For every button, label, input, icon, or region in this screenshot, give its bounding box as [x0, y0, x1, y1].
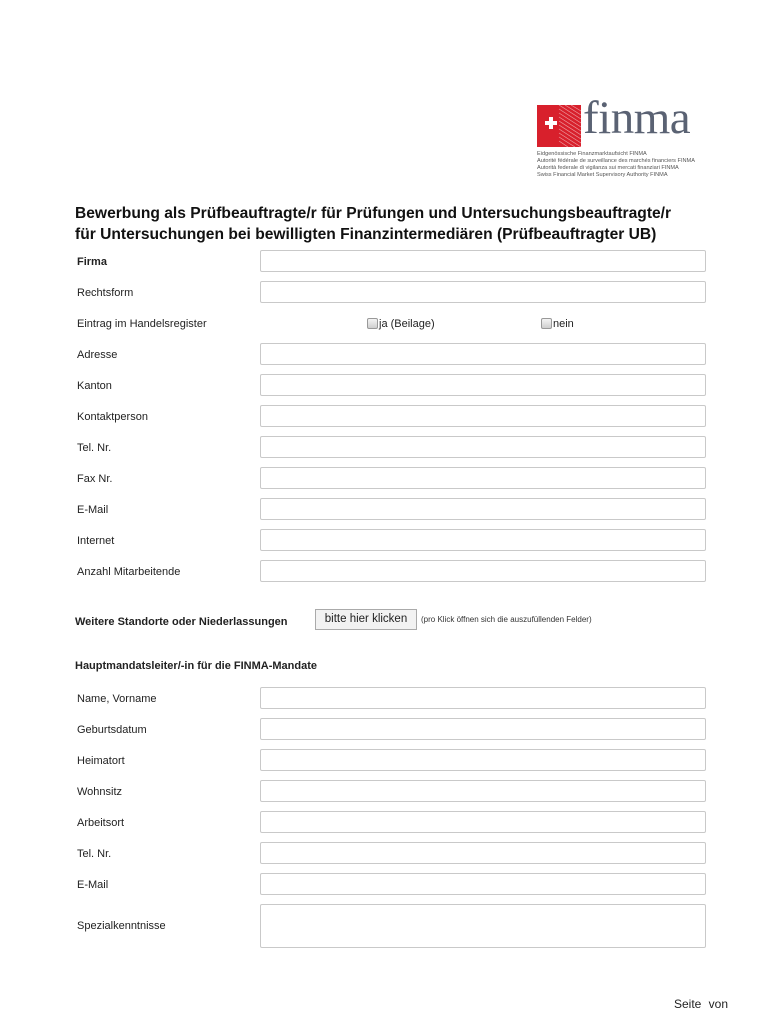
kontaktperson-input[interactable] — [260, 405, 706, 427]
internet-label: Internet — [77, 535, 115, 547]
page-title — [75, 203, 735, 245]
kontaktperson-label: Kontaktperson — [77, 411, 148, 423]
internet-input[interactable] — [260, 529, 706, 551]
swiss-flag-icon — [537, 105, 581, 147]
heimatort-label: Heimatort — [77, 755, 125, 767]
geburtsdatum-input[interactable] — [260, 718, 706, 740]
name-input[interactable] — [260, 687, 706, 709]
geburtsdatum-label: Geburtsdatum — [77, 724, 147, 736]
logo-subtitle-de: Eidgenössische Finanzmarktaufsicht FINMA — [537, 151, 647, 157]
title-line-2: für Untersuchungen bei bewilligten Finanzintermediären (Prüfbeauftragter UB) — [75, 226, 657, 243]
finma-wordmark: finma — [583, 92, 691, 144]
standorte-note: (pro Klick öffnen sich die auszufüllenden Felder) — [421, 615, 592, 624]
standorte-label: Weitere Standorte oder Niederlassungen — [75, 616, 288, 628]
firma-input[interactable] — [260, 250, 706, 272]
person-tel-input[interactable] — [260, 842, 706, 864]
ja-checkbox[interactable] — [367, 318, 378, 329]
fax-input[interactable] — [260, 467, 706, 489]
wohnsitz-input[interactable] — [260, 780, 706, 802]
person-email-label: E-Mail — [77, 879, 109, 891]
rechtsform-label: Rechtsform — [77, 287, 134, 299]
email-input[interactable] — [260, 498, 706, 520]
arbeitsort-input[interactable] — [260, 811, 706, 833]
person-tel-label: Tel. Nr. — [77, 848, 112, 860]
person-email-input[interactable] — [260, 873, 706, 895]
arbeitsort-label: Arbeitsort — [77, 817, 125, 829]
logo-subtitle-en: Swiss Financial Market Supervisory Authority FINMA — [537, 172, 668, 179]
heimatort-input[interactable] — [260, 749, 706, 771]
kanton-label: Kanton — [77, 380, 112, 392]
nein-checkbox[interactable] — [541, 318, 552, 329]
handelsregister-label: Eintrag im Handelsregister — [77, 318, 207, 330]
logo-subtitle-fr: Autorité fédérale de surveillance des marchés financiers FINMA — [537, 158, 695, 165]
rechtsform-input[interactable] — [260, 281, 706, 303]
firma-label: Firma — [77, 256, 107, 268]
wohnsitz-label: Wohnsitz — [77, 786, 123, 798]
finma-logo — [537, 92, 737, 187]
ja-option-label: ja (Beilage) — [379, 318, 435, 330]
mitarbeitende-input[interactable] — [260, 560, 706, 582]
title-line-1: Bewerbung als Prüfbeauftragte/r für Prüfungen und Untersuchungsbeauftragte/r — [75, 205, 672, 222]
adresse-input[interactable] — [260, 343, 706, 365]
spezialkenntnisse-input[interactable] — [260, 904, 706, 948]
logo-subtitle-it: Autorità federale di vigilanza sui mercati finanziari FINMA — [537, 165, 679, 172]
page-number: Seite von — [674, 997, 729, 1011]
fax-label: Fax Nr. — [77, 473, 113, 485]
add-standort-button[interactable]: bitte hier klicken — [315, 609, 417, 630]
spezialkenntnisse-label: Spezialkenntnisse — [77, 920, 166, 932]
hauptmandat-heading: Hauptmandatsleiter/-in für die FINMA-Mandate — [75, 660, 318, 672]
nein-option-label: nein — [553, 318, 574, 330]
mitarbeitende-label: Anzahl Mitarbeitende — [77, 566, 181, 578]
adresse-label: Adresse — [77, 349, 118, 361]
email-label: E-Mail — [77, 504, 109, 516]
tel-input[interactable] — [260, 436, 706, 458]
logo-subtitles — [537, 151, 695, 179]
tel-label: Tel. Nr. — [77, 442, 112, 454]
kanton-input[interactable] — [260, 374, 706, 396]
name-label: Name, Vorname — [77, 693, 157, 705]
